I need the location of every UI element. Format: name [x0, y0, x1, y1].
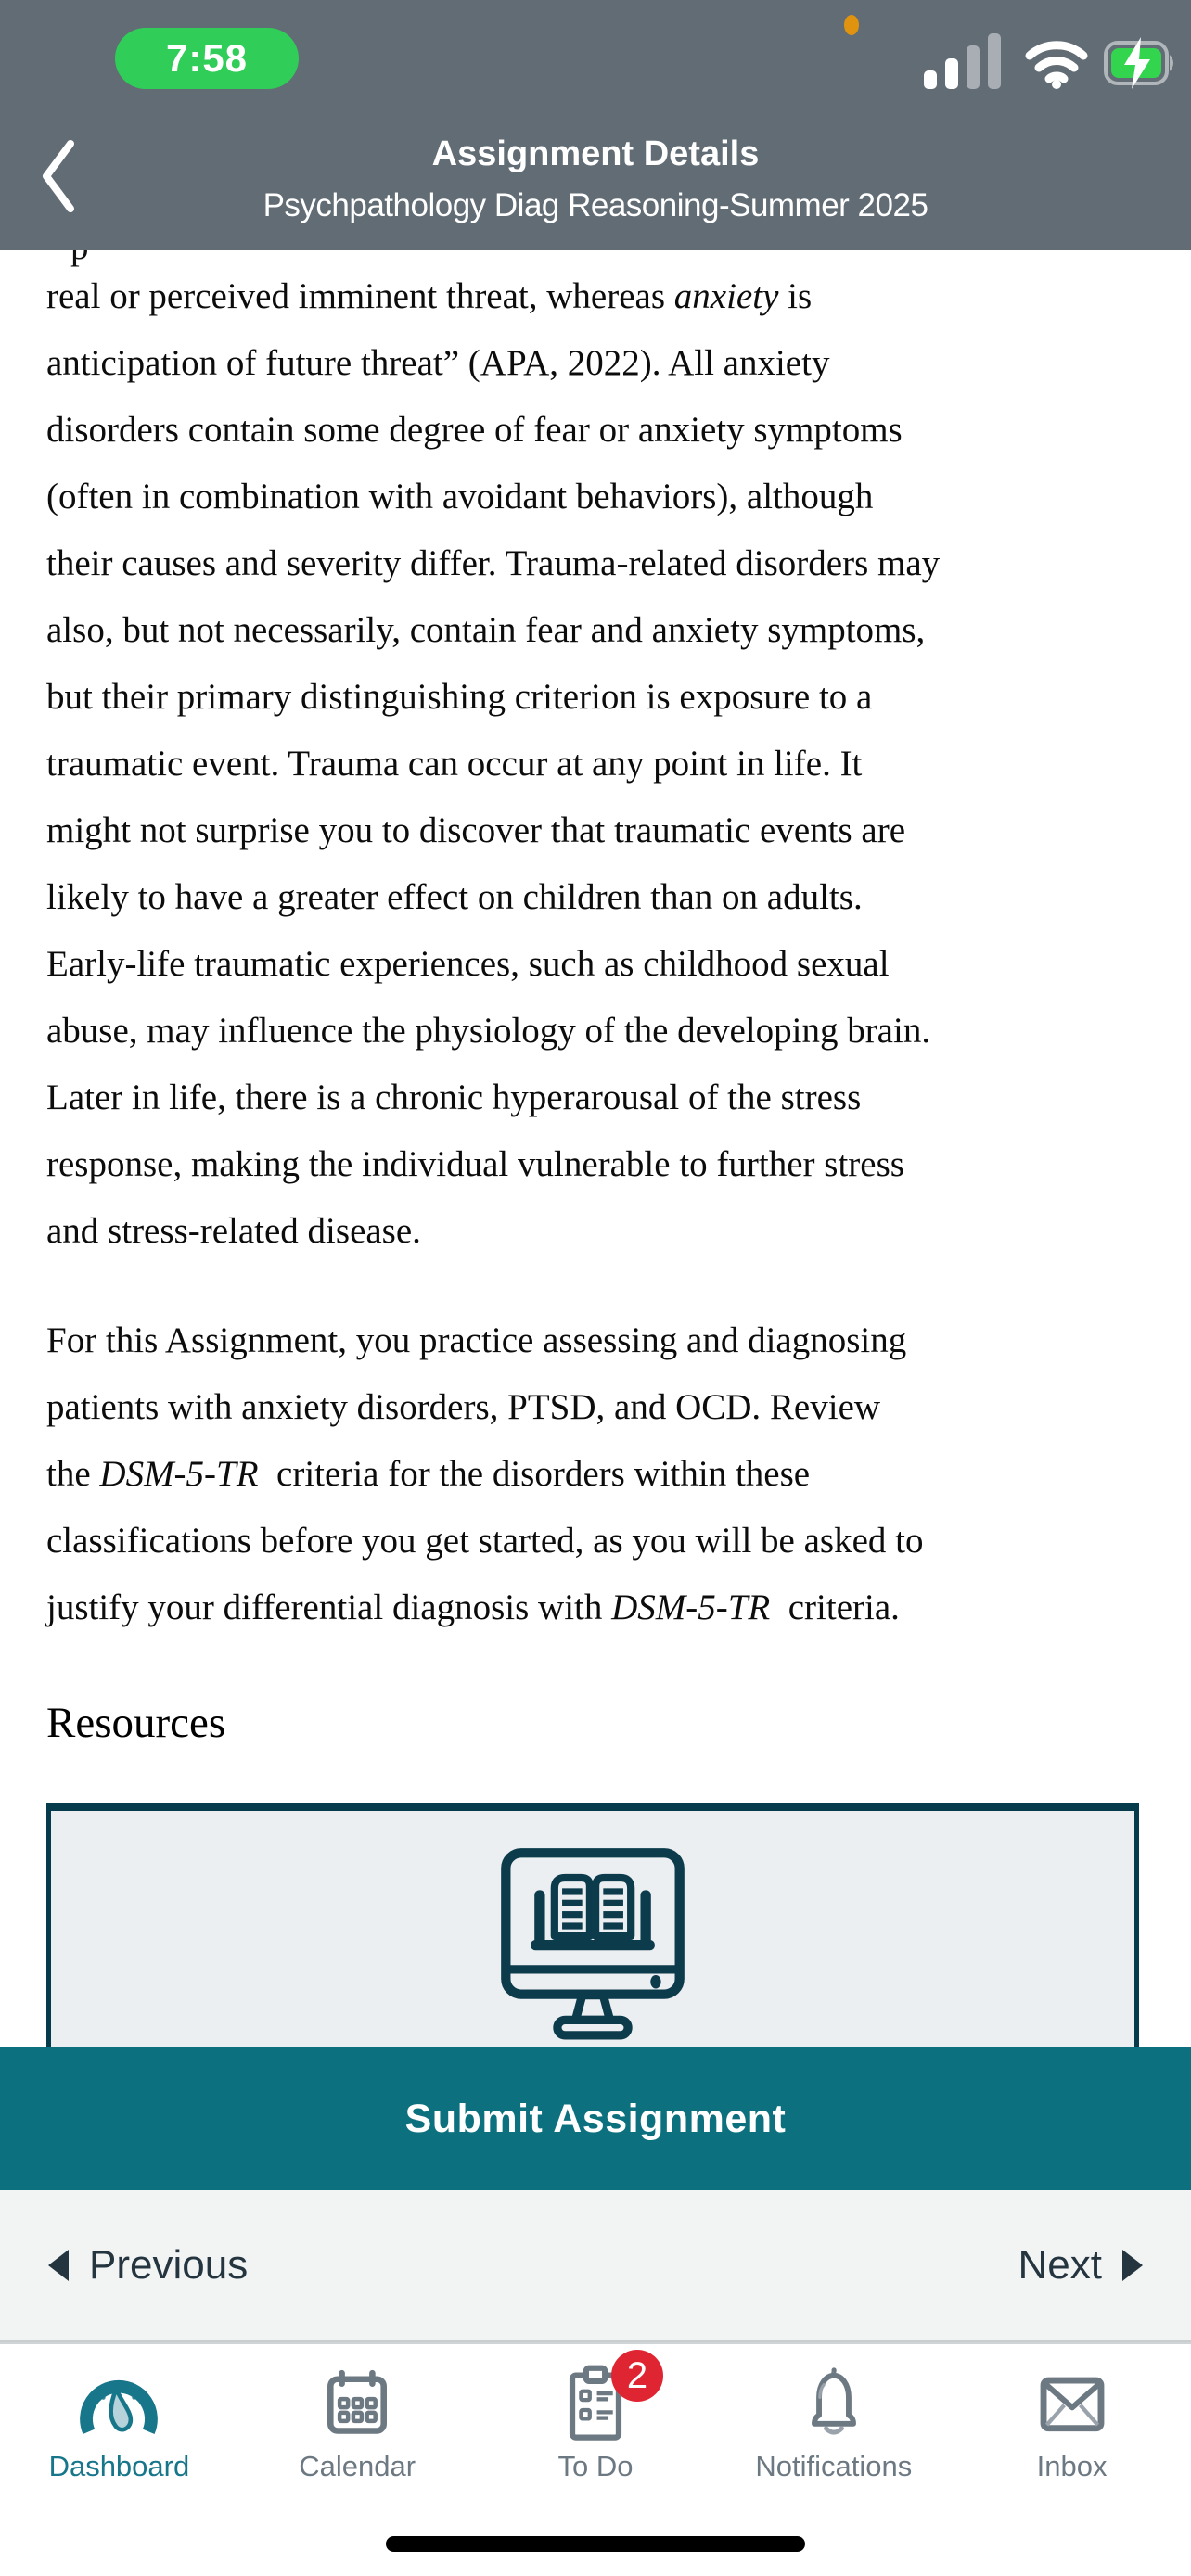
text-line: real or perceived imminent threat, whereas anxiety is: [46, 276, 813, 316]
text-line: the DSM-5-TR criteria for the disorders within these: [46, 1454, 811, 1494]
tab-notifications-label: Notifications: [755, 2450, 913, 2482]
paragraph-1: [46, 263, 1154, 1265]
page-title: Assignment Details: [431, 134, 760, 173]
text-line: but their primary distinguishing criterion is exposure to a: [46, 677, 873, 717]
home-indicator[interactable]: [386, 2536, 805, 2552]
text-line: Early-life traumatic experiences, such as childhood sexual: [46, 944, 890, 984]
resources-heading: Resources: [46, 1699, 226, 1747]
tab-inbox[interactable]: [953, 2344, 1191, 2576]
tab-inbox-label: Inbox: [1036, 2450, 1108, 2482]
back-button[interactable]: [37, 137, 82, 215]
text-line: justify your differential diagnosis with DSM-5-TR criteria.: [46, 1588, 900, 1627]
navigation-header: [0, 0, 1191, 250]
gauge-icon: [76, 2366, 161, 2441]
text-line: traumatic event. Trauma can occur at any point in life. It: [46, 744, 863, 784]
todo-badge: [611, 2350, 663, 2402]
text-line: classifications before you get started, as you will be asked to: [46, 1521, 924, 1561]
tab-todo-label: To Do: [557, 2450, 634, 2482]
next-icon: [1122, 2250, 1143, 2281]
next-label: Next: [1018, 2242, 1102, 2288]
cellular-signal-icon: [924, 33, 1009, 89]
assignment-description-scroll-area[interactable]: [0, 250, 1191, 2047]
bell-icon: [795, 2363, 873, 2444]
mic-indicator-icon: [844, 15, 859, 35]
status-time: 7:58: [165, 36, 249, 80]
text-line: and stress-related disease.: [46, 1211, 421, 1251]
chevron-left-icon: [37, 137, 82, 215]
status-time-pill[interactable]: [115, 28, 299, 89]
text-line: abuse, may influence the physiology of the developing brain.: [46, 1011, 931, 1051]
text-line: patients with anxiety disorders, PTSD, and OCD. Review: [46, 1387, 881, 1427]
assignment-description: [0, 250, 1191, 2322]
calendar-icon: [319, 2365, 395, 2442]
text-line: For this Assignment, you practice assessing and diagnosing: [46, 1320, 907, 1360]
status-icons: [924, 33, 1180, 89]
paragraph-2: [46, 1307, 1154, 1641]
previous-button[interactable]: [48, 2242, 248, 2289]
text-line: might not surprise you to discover that traumatic events are: [46, 810, 906, 850]
todo-badge-count: 2: [626, 2354, 648, 2396]
monitor-open-book-icon: [497, 1844, 688, 2039]
text-line: (often in combination with avoidant behaviors), although: [46, 477, 874, 516]
tab-dashboard-label: Dashboard: [48, 2450, 190, 2482]
next-button[interactable]: [1018, 2242, 1143, 2289]
course-subtitle: Psychpathology Diag Reasoning-Summer 2025: [263, 187, 928, 223]
tab-calendar-label: Calendar: [299, 2450, 416, 2482]
text-line: also, but not necessarily, contain fear and anxiety symptoms,: [46, 610, 926, 650]
module-pager: [0, 2190, 1191, 2342]
previous-icon: [48, 2250, 69, 2281]
text-line: anticipation of future threat” (APA, 2022). All anxiety: [46, 343, 830, 383]
header-titles: [111, 132, 1080, 228]
text-line: disorders contain some degree of fear or anxiety symptoms: [46, 410, 903, 450]
envelope-icon: [1032, 2367, 1112, 2440]
text-line: likely to have a greater effect on children than on adults.: [46, 877, 863, 917]
text-line: response, making the individual vulnerable to further stress: [46, 1144, 904, 1184]
wifi-icon: [1024, 39, 1089, 89]
tab-dashboard[interactable]: [0, 2344, 238, 2576]
battery-charging-icon: [1104, 37, 1180, 89]
submit-assignment-button[interactable]: [0, 2047, 1191, 2190]
submit-assignment-label: Submit Assignment: [404, 2096, 787, 2141]
previous-label: Previous: [89, 2242, 249, 2288]
text-line: Later in life, there is a chronic hyperarousal of the stress: [46, 1078, 862, 1117]
text-line: their causes and severity differ. Trauma-related disorders may: [46, 543, 941, 583]
